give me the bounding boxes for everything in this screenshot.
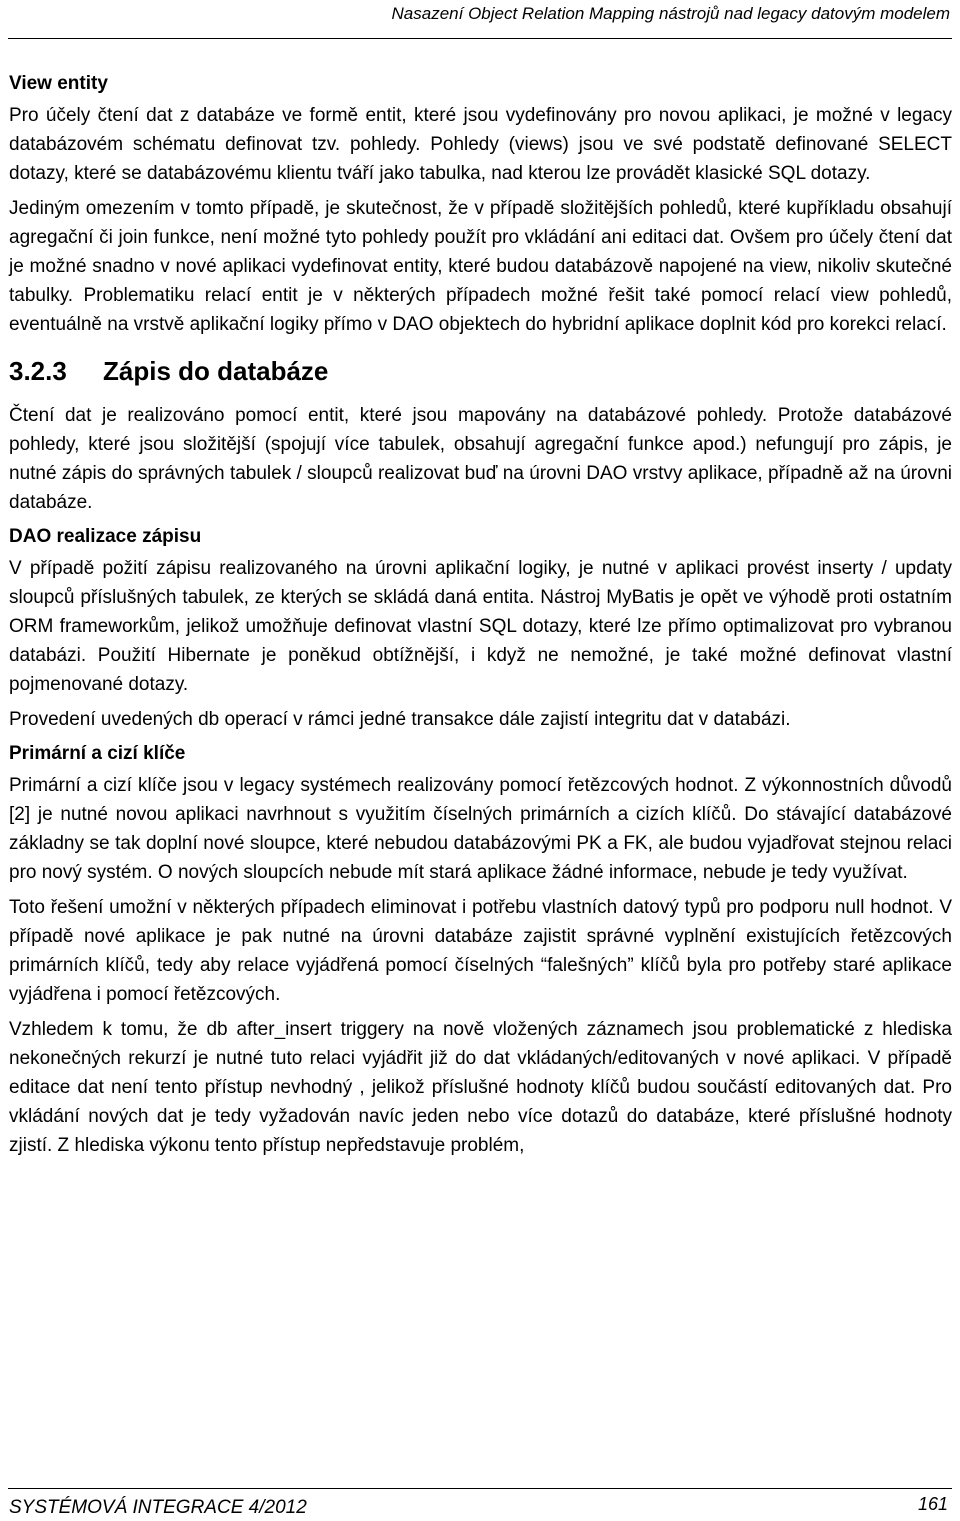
keys-paragraph-3: Vzhledem k tomu, že db after_insert triggery na nově vložených záznamech jsou problematické z hlediska nekonečných rekurzí je nutné tuto relaci vyjádřit již do dat vkládaných/editovaných v nové aplikaci. V případě editace dat není tento přístup nevhodný , jelikož příslušné hodnoty klíčů budou součástí editovaných dat. Pro vkládání nových dat je tedy vyžadován navíc jeden nebo více dotazů do databáze, které příslušné hodnoty zjistí. Z hlediska výkonu tento přístup nepředstavuje problém, xyxy=(9,1019,952,1156)
view-entity-paragraph-1: Pro účely čtení dat z databáze ve formě entit, které jsou vydefinovány pro novou aplikaci, je možné v legacy databázovém schématu definovat tzv. pohledy. Pohledy (views) jsou ve své podstatě definované SELECT dotazy, které se databázovému klientu tváří jako tabulka, nad kterou lze provádět klasické SQL dotazy. xyxy=(9,105,952,184)
dao-heading: DAO realizace zápisu xyxy=(9,526,202,547)
keys-paragraph-2: Toto řešení umožní v některých případech eliminovat i potřebu vlastních datový typů pro podporu null hodnot. V případě nové aplikace je pak nutné na úrovni databáze zajistit správné vyplnění existujících řetězcových primárních klíčů, tedy aby relace vyjádřená pomocí číselných “falešných” klíčů byla pro potřeby staré aplikace vyjádřena i pomocí řetězcových. xyxy=(9,897,952,1005)
page-body xyxy=(9,70,952,1166)
keys-paragraph-1: Primární a cizí klíče jsou v legacy systémech realizovány pomocí řetězcových hodnot. Z výkonnostních důvodů [2] je nutné novou aplikaci navrhnout s využitím číselných primárních a cizích klíčů. Do stávající databázové základny se tak doplní nové sloupce, které nebudou databázovými PK a FK, ale budou vyjadřovat stejnou relaci pro nový systém. O nových sloupcích nebude mít stará aplikace žádné informace, nebude je tedy využívat. xyxy=(9,775,952,883)
section-heading-3-2-3 xyxy=(9,353,952,389)
footer-divider xyxy=(8,1488,952,1489)
keys-heading: Primární a cizí klíče xyxy=(9,743,186,764)
dao-paragraph-1: V případě požití zápisu realizovaného na úrovni aplikační logiky, je nutné v aplikaci provést inserty / updaty sloupců příslušných tabulek, ze kterých se skládá daná entita. Nástroj MyBatis je opět ve výhodě proti ostatním ORM frameworkům, jelikož umožňuje definovat vlastní SQL dotazy, které lze přímo optimalizovat pro vybranou databázi. Použití Hibernate je poněkud obtížnější, i když ne nemožné, je také možné definovat vlastní pojmenované dotazy. xyxy=(9,558,952,695)
journal-name: SYSTÉMOVÁ INTEGRACE 4/2012 xyxy=(9,1497,307,1518)
section-title: Zápis do databáze xyxy=(103,356,329,386)
view-entity-heading: View entity xyxy=(9,73,108,94)
running-header: Nasazení Object Relation Mapping nástrojů nad legacy datovým modelem xyxy=(391,4,950,23)
section-number: 3.2.3 xyxy=(9,356,67,386)
page-number: 161 xyxy=(917,1494,948,1514)
dao-paragraph-2: Provedení uvedených db operací v rámci jedné transakce dále zajistí integritu dat v databázi. xyxy=(9,709,791,730)
header-divider xyxy=(8,38,952,39)
zapis-paragraph-1: Čtení dat je realizováno pomocí entit, které jsou mapovány na databázové pohledy. Protože databázové pohledy, které jsou složitější (spojují více tabulek, obsahují agregační funkce apod.) nefungují pro zápis, je nutné zápis do správných tabulek / sloupců realizovat buď na úrovni DAO vrstvy aplikace, případně až na úrovni databáze. xyxy=(9,405,952,513)
view-entity-paragraph-2: Jediným omezením v tomto případě, je skutečnost, že v případě složitějších pohledů, které kupříkladu obsahují agregační či join funkce, není možné tyto pohledy použít pro vkládání ani editaci dat. Ovšem pro účely čtení dat je možné snadno v nové aplikaci vydefinovat entity, které budou databázově napojené na view, nikoliv skutečné tabulky. Problematiku relací entit je v některých případech možné řešit také pomocí relací view pohledů, eventuálně na vrstvě aplikační logiky přímo v DAO objektech do hybridní aplikace doplnit kód pro korekci relací. xyxy=(9,198,952,335)
